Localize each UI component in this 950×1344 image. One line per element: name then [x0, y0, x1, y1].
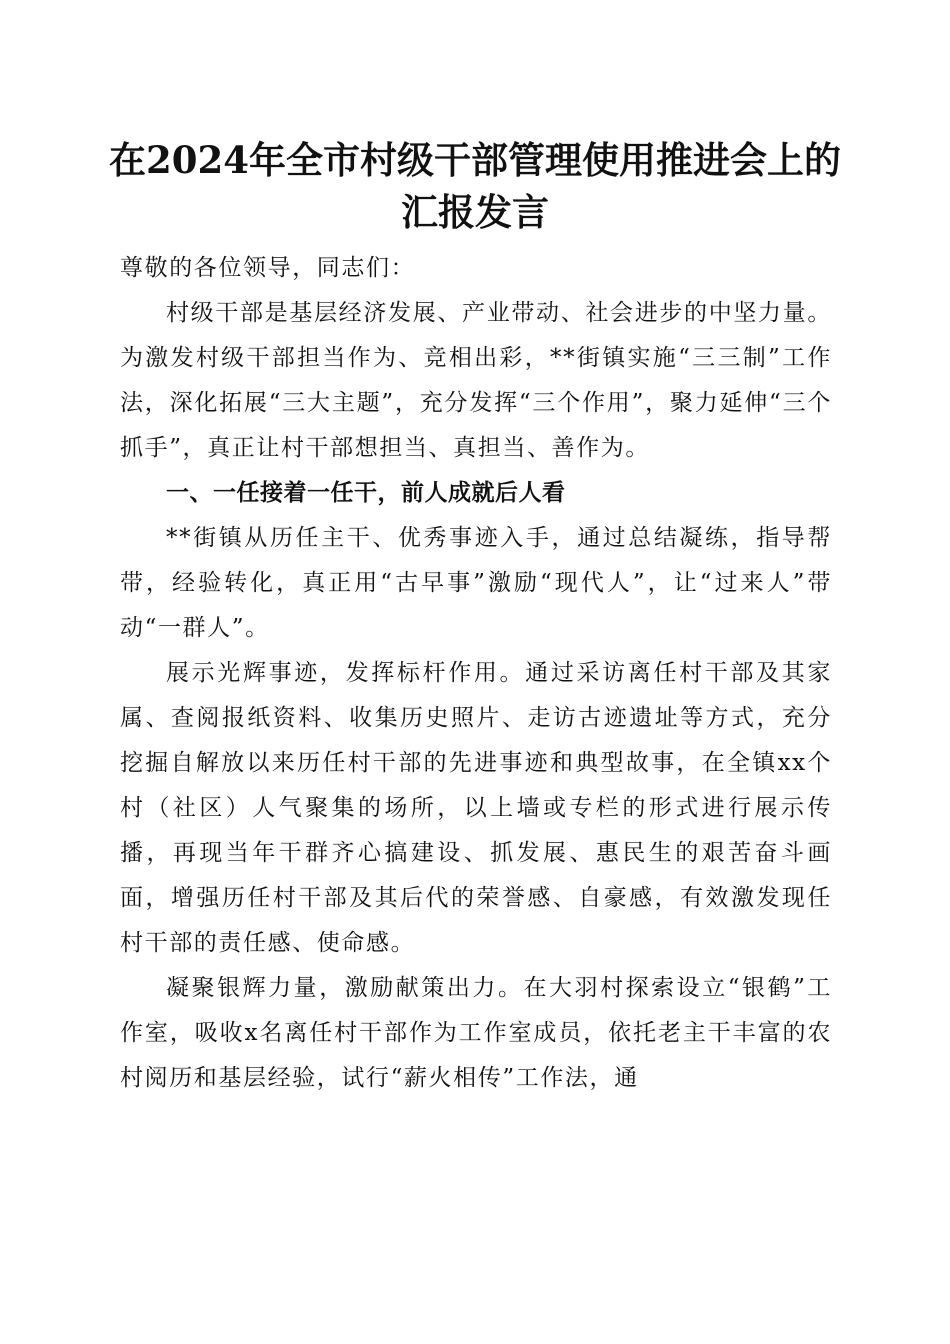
section-1-paragraph-1: 展示光辉事迹，发挥标杆作用。通过采访离任村干部及其家属、查阅报纸资料、收集历史照片、走访古迹遗址等方式，充分挖掘自解放以来历任村干部的先进事迹和典型故事，在全镇xx个村（社区）人气聚集的场所，以上墙或专栏的形式进行展示传播，再现当年干群齐心搞建设、抓发展、惠民生的艰苦奋斗画面，增强历任村干部及其后代的荣誉感、自豪感，有效激发现任村干部的责任感、使命感。 [120, 660, 832, 956]
document-body [120, 246, 832, 1101]
salutation: 尊敬的各位领导，同志们： [120, 255, 416, 281]
document-title [100, 134, 850, 238]
section-1-paragraph-2: 凝聚银辉力量，激励献策出力。在大羽村探索设立“银鹤”工作室，吸收x名离任村干部作为工作室成员，依托老主干丰富的农村阅历和基层经验，试行“薪火相传”工作法，通 [120, 975, 832, 1091]
section-1-heading: 一、一任接着一任干，前人成就后人看 [166, 480, 566, 506]
intro-paragraph: 村级干部是基层经济发展、产业带动、社会进步的中坚力量。为激发村级干部担当作为、竞相出彩，**街镇实施“三三制”工作法，深化拓展“三大主题”，充分发挥“三个作用”，聚力延伸“三个抓手”，真正让村干部想担当、真担当、善作为。 [120, 300, 832, 461]
title-line-2: 汇报发言 [401, 190, 549, 234]
title-line-1: 在2024年全市村级干部管理使用推进会上的 [109, 138, 841, 182]
section-1-intro-paragraph: **街镇从历任主干、优秀事迹入手，通过总结凝练，指导帮带，经验转化，真正用“古早事”激励“现代人”，让“过来人”带动“一群人”。 [120, 525, 832, 641]
